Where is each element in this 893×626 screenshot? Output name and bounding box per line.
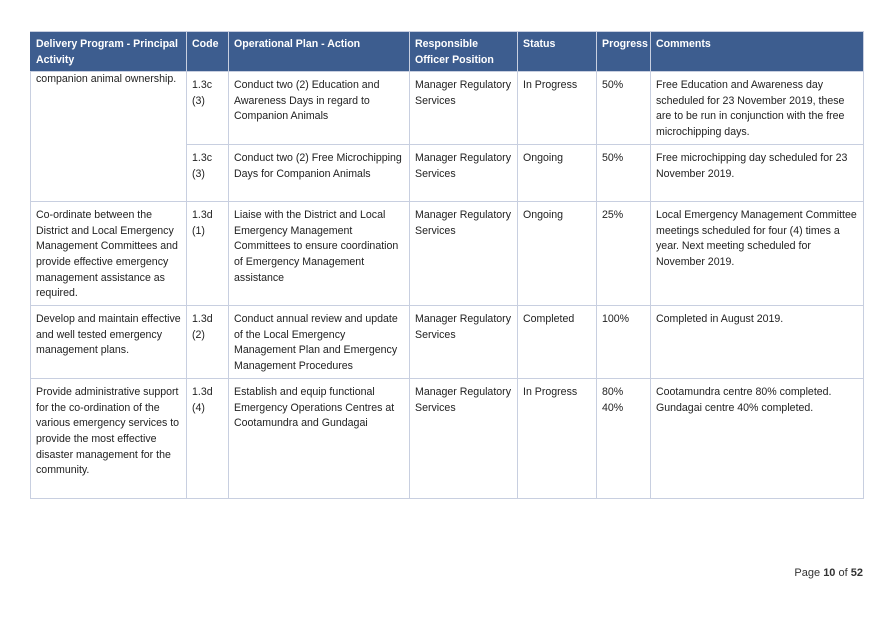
status-cell: In Progress [518, 379, 597, 499]
action-cell: Establish and equip functional Emergency Operations Centres at Cootamundra and Gundagai [229, 379, 410, 499]
comments-cell: Free Education and Awareness day scheduled for 23 November 2019, these are to be run in conjunction with the free microchipping days. [651, 72, 864, 145]
progress-cell: 80% 40% [597, 379, 651, 499]
progress-cell: 50% [597, 145, 651, 202]
comments-cell: Completed in August 2019. [651, 306, 864, 379]
table-row [31, 72, 864, 145]
activity-cell: Co-ordinate between the District and Local Emergency Management Committees and provide effective emergency management assistance as required. [31, 202, 187, 306]
comments-cell: Free microchipping day scheduled for 23 November 2019. [651, 145, 864, 202]
comments-cell: Local Emergency Management Committee meetings scheduled for four (4) times a year. Next meeting scheduled for November 2019. [651, 202, 864, 306]
table-row [31, 379, 864, 499]
code-cell: 1.3d (4) [187, 379, 229, 499]
officer-cell: Manager Regulatory Services [410, 145, 518, 202]
header-progress: Progress [597, 32, 651, 72]
activity-cell: Provide administrative support for the co-ordination of the various emergency services to provide the most effective disaster management for the community. [31, 379, 187, 499]
status-cell: Ongoing [518, 202, 597, 306]
action-cell: Conduct annual review and update of the Local Emergency Management Plan and Emergency Management Procedures [229, 306, 410, 379]
officer-cell: Manager Regulatory Services [410, 379, 518, 499]
activity-cell: companion animal ownership. [31, 72, 187, 202]
header-comments: Comments [651, 32, 864, 72]
activity-cell: Develop and maintain effective and well tested emergency management plans. [31, 306, 187, 379]
code-cell: 1.3c (3) [187, 72, 229, 145]
operational-plan-table [30, 31, 864, 499]
status-cell: Ongoing [518, 145, 597, 202]
header-action: Operational Plan - Action [229, 32, 410, 72]
header-code: Code [187, 32, 229, 72]
code-cell: 1.3d (2) [187, 306, 229, 379]
header-activity: Delivery Program - Principal Activity [31, 32, 187, 72]
status-cell: Completed [518, 306, 597, 379]
page-of-label: of [838, 567, 848, 579]
action-cell: Liaise with the District and Local Emergency Management Committees to ensure coordination of Emergency Management assistance [229, 202, 410, 306]
officer-cell: Manager Regulatory Services [410, 306, 518, 379]
action-cell: Conduct two (2) Education and Awareness Days in regard to Companion Animals [229, 72, 410, 145]
officer-cell: Manager Regulatory Services [410, 72, 518, 145]
progress-cell: 25% [597, 202, 651, 306]
table-row [31, 306, 864, 379]
progress-cell: 50% [597, 72, 651, 145]
code-cell: 1.3d (1) [187, 202, 229, 306]
page-prefix: Page [794, 567, 821, 579]
page-number-footer [794, 567, 863, 579]
total-pages-number: 52 [850, 567, 863, 579]
table-header-row [31, 32, 864, 72]
action-cell: Conduct two (2) Free Microchipping Days for Companion Animals [229, 145, 410, 202]
status-cell: In Progress [518, 72, 597, 145]
header-officer: Responsible Officer Position [410, 32, 518, 72]
officer-cell: Manager Regulatory Services [410, 202, 518, 306]
code-cell: 1.3c (3) [187, 145, 229, 202]
comments-cell: Cootamundra centre 80% completed. Gundagai centre 40% completed. [651, 379, 864, 499]
progress-cell: 100% [597, 306, 651, 379]
table-row [31, 202, 864, 306]
header-status: Status [518, 32, 597, 72]
current-page-number: 10 [823, 567, 836, 579]
